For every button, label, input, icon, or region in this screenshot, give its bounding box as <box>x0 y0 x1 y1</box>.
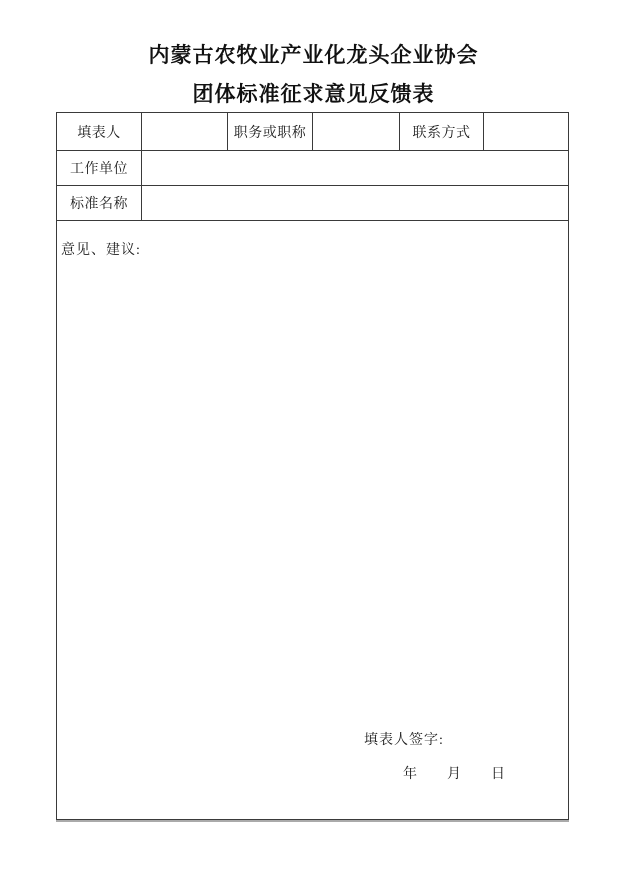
comments-input-area[interactable] <box>61 261 564 719</box>
table-row <box>57 186 569 221</box>
standard-name-label: 标准名称 <box>57 186 142 221</box>
position-input-cell[interactable] <box>313 113 400 151</box>
contact-label: 联系方式 <box>400 113 484 151</box>
feedback-form-table <box>56 112 569 820</box>
document-subtitle: 团体标准征求意见反馈表 <box>192 83 435 106</box>
date-year-label: 年 <box>403 767 417 782</box>
filler-label: 填表人 <box>57 113 142 151</box>
position-label: 职务或职称 <box>228 113 313 151</box>
date-line <box>403 763 505 783</box>
table-row <box>57 113 569 151</box>
document-title: 内蒙古农牧业产业化龙头企业协会 <box>148 44 479 67</box>
work-unit-input-cell[interactable] <box>142 151 569 186</box>
filler-input-cell[interactable] <box>142 113 228 151</box>
date-month-label: 月 <box>447 767 461 782</box>
standard-name-input-cell[interactable] <box>142 186 569 221</box>
table-row <box>57 221 569 820</box>
work-unit-label: 工作单位 <box>57 151 142 186</box>
table-row <box>57 151 569 186</box>
signature-label: 填表人签字: <box>364 733 444 748</box>
date-day-label: 日 <box>491 767 505 782</box>
comments-cell[interactable] <box>57 221 569 820</box>
contact-input-cell[interactable] <box>484 113 569 151</box>
comments-label: 意见、建议: <box>61 243 141 258</box>
